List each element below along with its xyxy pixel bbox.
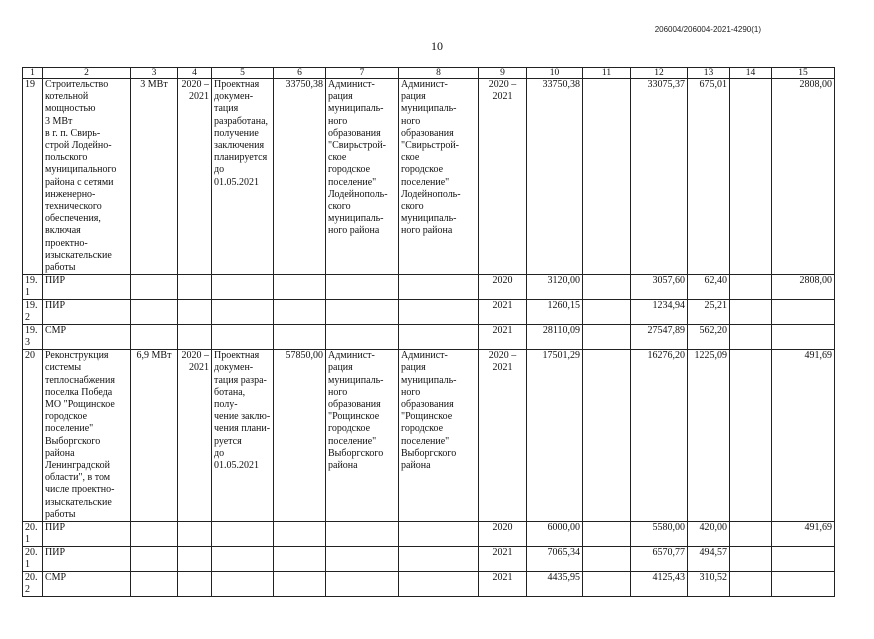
design-status-cell: Проектная докумен- тация разработана, получение заключения планируется до 01.05.2021 <box>212 79 274 275</box>
object-name-cell: Реконструкция системы теплоснабжения поселка Победа МО "Рощинское городское поселение" Выборгского района Ленинградской области", в том числе проектно- изыскательские работы <box>43 350 131 522</box>
design-status-cell <box>212 275 274 300</box>
row-number-cell: 19.1 <box>23 275 43 300</box>
local-budget-cell: 1225,09 <box>688 350 730 522</box>
estimated-cost-cell <box>274 300 326 325</box>
capacity-cell <box>131 325 178 350</box>
row-number-cell: 20.1 <box>23 522 43 547</box>
local-budget-cell: 310,52 <box>688 572 730 597</box>
design-status-cell: Проектная докумен- тация разра- ботана, полу- чение заклю- чения плани- руется до 01.05.2021 <box>212 350 274 522</box>
period-cell: 2020 – 2021 <box>178 79 212 275</box>
document-id: 206004/206004-2021-4290(1) <box>654 25 761 34</box>
estimated-cost-cell <box>274 325 326 350</box>
column-header: 10 <box>527 68 583 79</box>
capacity-cell: 6,9 МВт <box>131 350 178 522</box>
developer-cell <box>399 522 479 547</box>
local-budget-cell: 494,57 <box>688 547 730 572</box>
total-amount-cell: 33750,38 <box>527 79 583 275</box>
other-sources-cell <box>730 325 772 350</box>
year-cell: 2021 <box>479 300 527 325</box>
column-header: 11 <box>583 68 631 79</box>
estimated-cost-cell: 33750,38 <box>274 79 326 275</box>
period-cell <box>178 572 212 597</box>
developer-cell <box>399 572 479 597</box>
total-amount-cell: 6000,00 <box>527 522 583 547</box>
other-sources-cell <box>730 572 772 597</box>
capacity-cell <box>131 572 178 597</box>
total-amount-cell: 28110,09 <box>527 325 583 350</box>
column-header: 3 <box>131 68 178 79</box>
total-amount-cell: 3120,00 <box>527 275 583 300</box>
total-amount-cell: 4435,95 <box>527 572 583 597</box>
design-status-cell <box>212 572 274 597</box>
column-number-row <box>23 68 835 79</box>
row-number-cell: 19.3 <box>23 325 43 350</box>
table-row <box>23 300 835 325</box>
regional-budget-cell: 6570,77 <box>631 547 688 572</box>
other-sources-cell <box>730 547 772 572</box>
regional-budget-cell: 33075,37 <box>631 79 688 275</box>
table-row <box>23 325 835 350</box>
customer-cell: Админист- рация муниципаль- ного образования "Свирьстрой- ское городское поселение" Лодейнополь- ского муниципаль- ного района <box>326 79 399 275</box>
local-budget-cell: 25,21 <box>688 300 730 325</box>
customer-cell: Админист- рация муниципаль- ного образования "Рощинское городское поселение" Выборгского района <box>326 350 399 522</box>
year-cell: 2020 <box>479 522 527 547</box>
column-header: 8 <box>399 68 479 79</box>
table-row <box>23 522 835 547</box>
column-header: 7 <box>326 68 399 79</box>
federal-budget-cell <box>583 547 631 572</box>
customer-cell <box>326 572 399 597</box>
other-sources-cell <box>730 79 772 275</box>
design-status-cell <box>212 547 274 572</box>
page-number: 10 <box>431 39 443 53</box>
table-row <box>23 79 835 275</box>
object-name-cell: СМР <box>43 325 131 350</box>
year-cell: 2020 – 2021 <box>479 79 527 275</box>
table-row <box>23 350 835 522</box>
design-status-cell <box>212 522 274 547</box>
extra-amount-cell <box>772 325 835 350</box>
column-header: 13 <box>688 68 730 79</box>
column-header: 6 <box>274 68 326 79</box>
regional-budget-cell: 16276,20 <box>631 350 688 522</box>
extra-amount-cell: 2808,00 <box>772 275 835 300</box>
estimated-cost-cell: 57850,00 <box>274 350 326 522</box>
regional-budget-cell: 5580,00 <box>631 522 688 547</box>
column-header: 15 <box>772 68 835 79</box>
regional-budget-cell: 27547,89 <box>631 325 688 350</box>
total-amount-cell: 7065,34 <box>527 547 583 572</box>
period-cell <box>178 522 212 547</box>
developer-cell <box>399 325 479 350</box>
period-cell <box>178 325 212 350</box>
column-header: 2 <box>43 68 131 79</box>
regional-budget-cell: 4125,43 <box>631 572 688 597</box>
extra-amount-cell <box>772 300 835 325</box>
extra-amount-cell: 491,69 <box>772 350 835 522</box>
customer-cell <box>326 300 399 325</box>
year-cell: 2020 – 2021 <box>479 350 527 522</box>
estimated-cost-cell <box>274 275 326 300</box>
capacity-cell <box>131 547 178 572</box>
table-row <box>23 275 835 300</box>
period-cell <box>178 300 212 325</box>
other-sources-cell <box>730 350 772 522</box>
row-number-cell: 19 <box>23 79 43 275</box>
period-cell <box>178 275 212 300</box>
federal-budget-cell <box>583 350 631 522</box>
other-sources-cell <box>730 522 772 547</box>
federal-budget-cell <box>583 325 631 350</box>
column-header: 14 <box>730 68 772 79</box>
column-header: 12 <box>631 68 688 79</box>
row-number-cell: 20.1 <box>23 547 43 572</box>
customer-cell <box>326 275 399 300</box>
customer-cell <box>326 522 399 547</box>
federal-budget-cell <box>583 79 631 275</box>
capacity-cell <box>131 522 178 547</box>
federal-budget-cell <box>583 275 631 300</box>
federal-budget-cell <box>583 572 631 597</box>
capacity-cell <box>131 300 178 325</box>
other-sources-cell <box>730 300 772 325</box>
developer-cell <box>399 275 479 300</box>
row-number-cell: 20 <box>23 350 43 522</box>
local-budget-cell: 675,01 <box>688 79 730 275</box>
year-cell: 2021 <box>479 547 527 572</box>
local-budget-cell: 62,40 <box>688 275 730 300</box>
customer-cell <box>326 325 399 350</box>
year-cell: 2020 <box>479 275 527 300</box>
object-name-cell: ПИР <box>43 522 131 547</box>
federal-budget-cell <box>583 522 631 547</box>
estimated-cost-cell <box>274 572 326 597</box>
design-status-cell <box>212 300 274 325</box>
other-sources-cell <box>730 275 772 300</box>
table-row <box>23 547 835 572</box>
program-table <box>22 67 835 597</box>
period-cell: 2020 – 2021 <box>178 350 212 522</box>
capacity-cell: 3 МВт <box>131 79 178 275</box>
developer-cell: Админист- рация муниципаль- ного образования "Свирьстрой- ское городское поселение" Лодейнополь- ского муниципаль- ного района <box>399 79 479 275</box>
object-name-cell: ПИР <box>43 547 131 572</box>
extra-amount-cell: 2808,00 <box>772 79 835 275</box>
extra-amount-cell <box>772 547 835 572</box>
column-header: 4 <box>178 68 212 79</box>
table-row <box>23 572 835 597</box>
total-amount-cell: 1260,15 <box>527 300 583 325</box>
extra-amount-cell: 491,69 <box>772 522 835 547</box>
design-status-cell <box>212 325 274 350</box>
local-budget-cell: 420,00 <box>688 522 730 547</box>
row-number-cell: 19.2 <box>23 300 43 325</box>
period-cell <box>178 547 212 572</box>
developer-cell <box>399 300 479 325</box>
object-name-cell: ПИР <box>43 300 131 325</box>
object-name-cell: СМР <box>43 572 131 597</box>
regional-budget-cell: 3057,60 <box>631 275 688 300</box>
estimated-cost-cell <box>274 547 326 572</box>
estimated-cost-cell <box>274 522 326 547</box>
total-amount-cell: 17501,29 <box>527 350 583 522</box>
object-name-cell: Строительство котельной мощностью 3 МВт в г. п. Свирь- строй Лодейно- польского муниципального района с сетями инженерно- технического обеспечения, включая проектно- изыскательские работы <box>43 79 131 275</box>
year-cell: 2021 <box>479 325 527 350</box>
extra-amount-cell <box>772 572 835 597</box>
developer-cell <box>399 547 479 572</box>
regional-budget-cell: 1234,94 <box>631 300 688 325</box>
column-header: 9 <box>479 68 527 79</box>
row-number-cell: 20.2 <box>23 572 43 597</box>
object-name-cell: ПИР <box>43 275 131 300</box>
developer-cell: Админист- рация муниципаль- ного образования "Рощинское городское поселение" Выборгского района <box>399 350 479 522</box>
capacity-cell <box>131 275 178 300</box>
local-budget-cell: 562,20 <box>688 325 730 350</box>
customer-cell <box>326 547 399 572</box>
column-header: 5 <box>212 68 274 79</box>
column-header: 1 <box>23 68 43 79</box>
year-cell: 2021 <box>479 572 527 597</box>
federal-budget-cell <box>583 300 631 325</box>
